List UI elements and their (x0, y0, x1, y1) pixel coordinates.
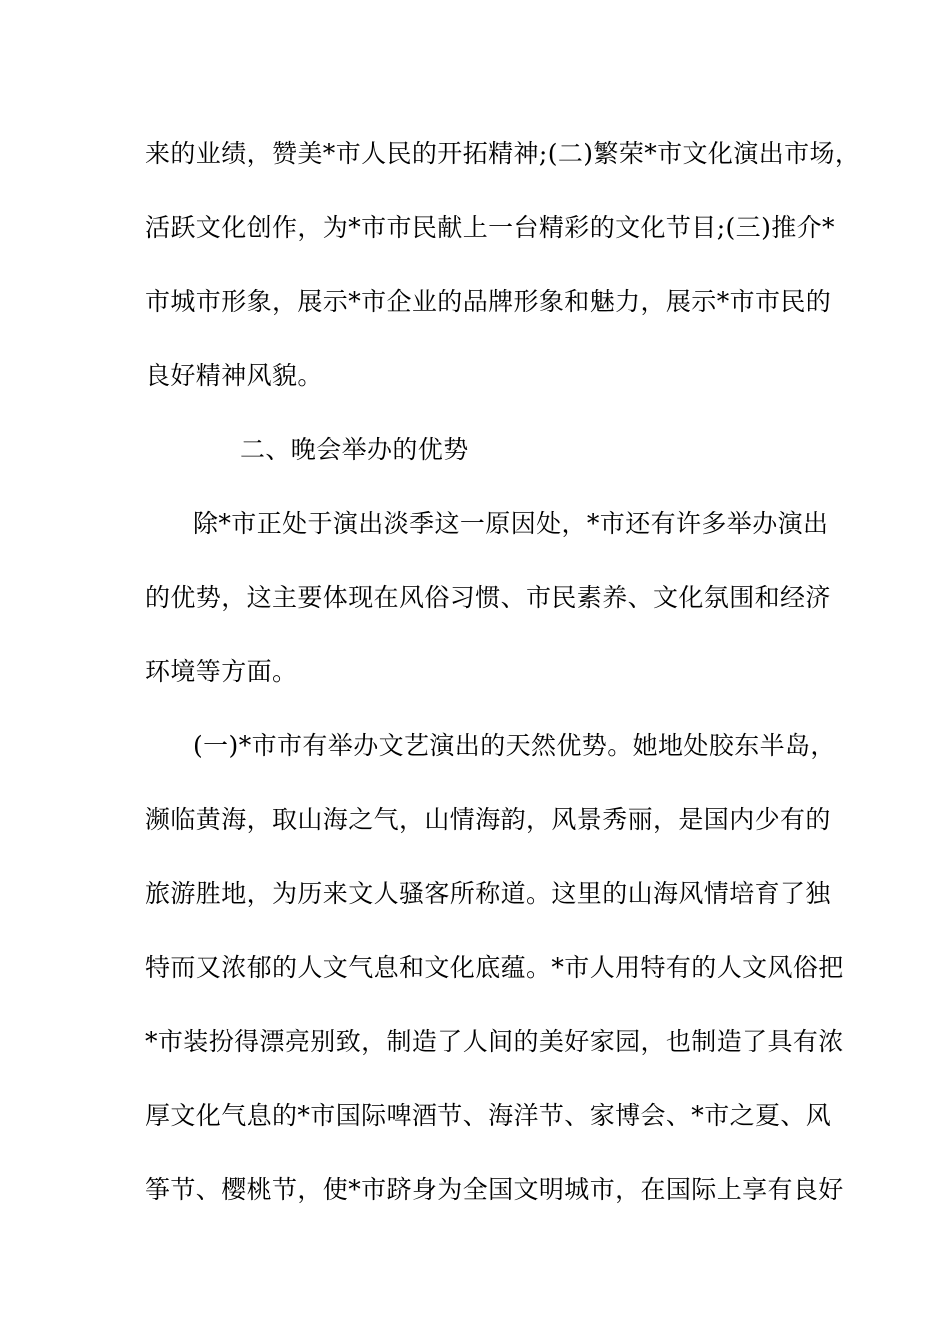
paragraph-line: 旅游胜地，为历来文人骚客所称道。这里的山海风情培育了独 (145, 879, 831, 908)
paragraph-line: 环境等方面。 (145, 657, 298, 686)
paragraph-line: 市城市形象，展示*市企业的品牌形象和魅力，展示*市市民的 (145, 287, 832, 316)
paragraph-line: 活跃文化创作，为*市市民献上一台精彩的文化节目;(三)推介* (145, 213, 835, 242)
paragraph-line: 的优势，这主要体现在风俗习惯、市民素养、文化氛围和经济 (145, 583, 831, 612)
paragraph-line: (一)*市市有举办文艺演出的天然优势。她地处胶东半岛， (193, 731, 836, 760)
paragraph-line: 良好精神风貌。 (145, 361, 323, 390)
paragraph-line: 特而又浓郁的人文气息和文化底蕴。*市人用特有的人文风俗把 (145, 953, 844, 982)
paragraph-line: *市装扮得漂亮别致，制造了人间的美好家园，也制造了具有浓 (145, 1027, 844, 1056)
paragraph-line: 筝节、樱桃节，使*市跻身为全国文明城市，在国际上享有良好 (145, 1175, 844, 1204)
paragraph-line: 除*市正处于演出淡季这一原因处，*市还有许多举办演出 (193, 509, 829, 538)
paragraph-line: 来的业绩，赞美*市人民的开拓精神;(二)繁荣*市文化演出市场， (145, 139, 861, 168)
paragraph-line: 厚文化气息的*市国际啤酒节、海洋节、家博会、*市之夏、风 (145, 1101, 832, 1130)
section-heading: 二、晚会举办的优势 (240, 435, 469, 464)
paragraph-line: 濒临黄海，取山海之气，山情海韵，风景秀丽，是国内少有的 (145, 805, 831, 834)
